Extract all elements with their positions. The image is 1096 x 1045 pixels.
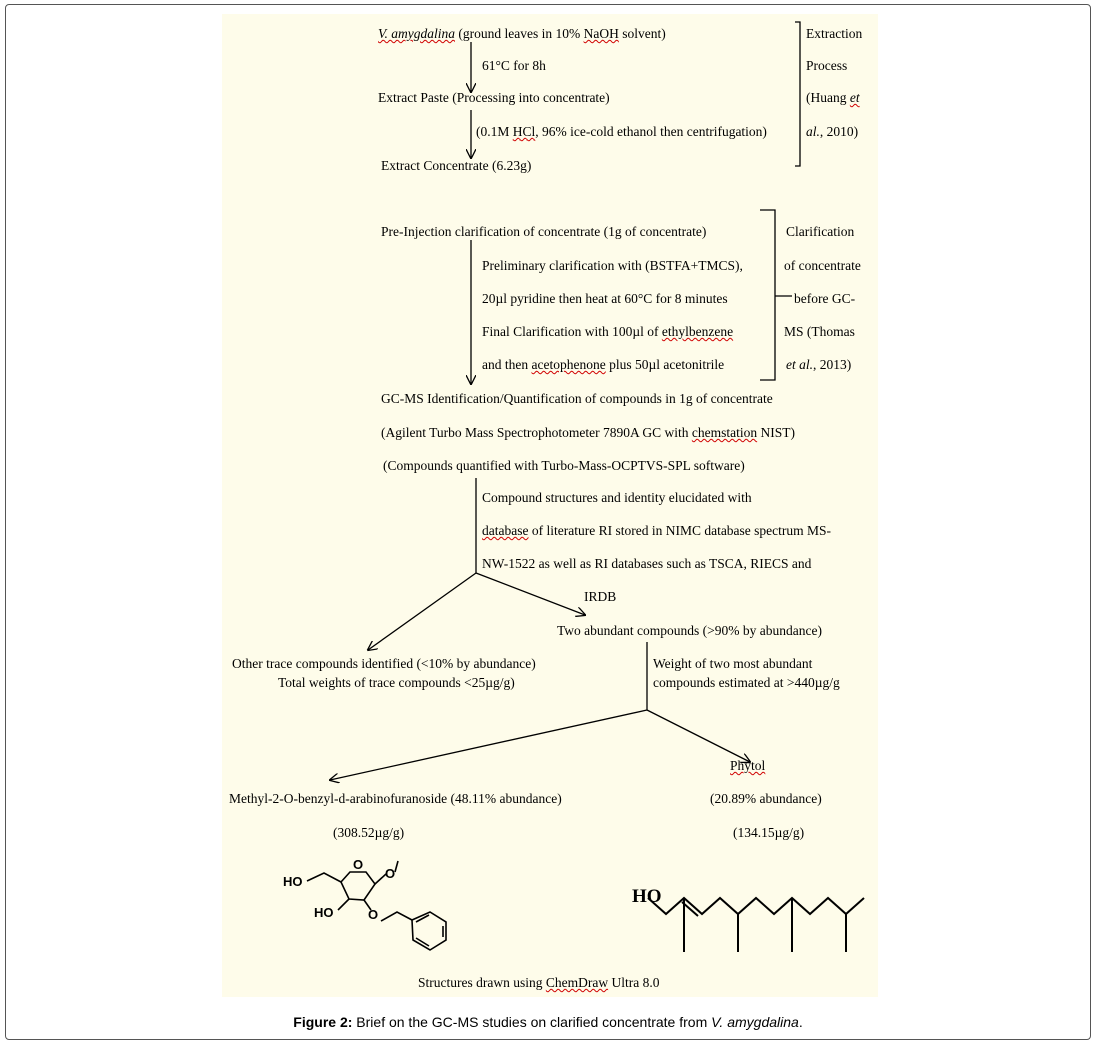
phytol-ho-label: HO bbox=[632, 886, 662, 907]
abundant-weight-2: compounds estimated at >440µg/g bbox=[653, 675, 840, 690]
trace-weight: Total weights of trace compounds <25µg/g) bbox=[278, 675, 515, 690]
clarification-side-label-3: before GC- bbox=[794, 291, 856, 306]
structures-note: Structures drawn using ChemDraw Ultra 8.0 bbox=[418, 975, 660, 990]
phytol-name: Phytol bbox=[730, 758, 766, 773]
elucidation-line-2: database of literature RI stored in NIMC database spectrum MS- bbox=[482, 523, 832, 538]
processing-reagents: (0.1M HCl, 96% ice-cold ethanol then centrifugation) bbox=[476, 124, 767, 139]
abundant-weight-1: Weight of two most abundant bbox=[653, 656, 813, 671]
phytol-abundance: (20.89% abundance) bbox=[710, 791, 822, 806]
extraction-citation-2: al., 2010) bbox=[806, 124, 859, 139]
bracket-extraction bbox=[795, 22, 800, 166]
abundant-compounds: Two abundant compounds (>90% by abundance) bbox=[557, 623, 822, 638]
clarification-side-label-1: Clarification bbox=[786, 224, 855, 239]
phytol-weight: (134.15µg/g) bbox=[733, 825, 805, 840]
figure-caption: Figure 2: Brief on the GC-MS studies on clarified concentrate from V. amygdalina. bbox=[293, 1014, 803, 1030]
clarification-heading: Pre-Injection clarification of concentrate (1g of concentrate) bbox=[381, 224, 707, 239]
gcms-heading: GC-MS Identification/Quantification of compounds in 1g of concentrate bbox=[381, 391, 773, 406]
trace-compounds: Other trace compounds identified (<10% by abundance) bbox=[232, 656, 536, 671]
clarification-side-label-4: MS (Thomas bbox=[784, 324, 855, 339]
clarification-step-2: 20µl pyridine then heat at 60°C for 8 minutes bbox=[482, 291, 728, 306]
arabinofuranoside-name: Methyl-2-O-benzyl-d-arabinofuranoside (48.11% abundance) bbox=[229, 791, 562, 806]
extract-concentrate: Extract Concentrate (6.23g) bbox=[381, 158, 532, 173]
arrow-to-abundant bbox=[476, 573, 585, 615]
clarification-step-4: and then acetophenone plus 50µl acetonitrile bbox=[482, 357, 725, 372]
extract-paste: Extract Paste (Processing into concentrate) bbox=[378, 90, 610, 105]
elucidation-line-3: NW-1522 as well as RI databases such as TSCA, RIECS and bbox=[482, 556, 812, 571]
clarification-step-1: Preliminary clarification with (BSTFA+TMCS), bbox=[482, 258, 743, 273]
clarification-citation: et al., 2013) bbox=[786, 357, 852, 372]
extraction-side-label-2: Process bbox=[806, 58, 848, 73]
gcms-instrument: (Agilent Turbo Mass Spectrophotometer 7890A GC with chemstation NIST) bbox=[381, 425, 795, 440]
clarification-side-label-2: of concentrate bbox=[784, 258, 861, 273]
gcms-software: (Compounds quantified with Turbo-Mass-OCPTVS-SPL software) bbox=[383, 458, 745, 473]
clarification-step-3: Final Clarification with 100µl of ethylbenzene bbox=[482, 324, 734, 339]
elucidation-line-1: Compound structures and identity elucidated with bbox=[482, 490, 752, 505]
extraction-condition: 61°C for 8h bbox=[482, 58, 546, 73]
methoxy-oxygen-label: O bbox=[385, 866, 396, 881]
arabinofuranoside-ho-label-2: HO bbox=[314, 905, 334, 920]
phytol-structure bbox=[648, 898, 864, 952]
arabinofuranoside-weight: (308.52µg/g) bbox=[333, 825, 405, 840]
arrow-to-arabinofuranoside bbox=[330, 710, 647, 780]
extraction-line-1: V. amygdalina (ground leaves in 10% NaOH solvent) bbox=[378, 26, 666, 41]
ring-oxygen-label: O bbox=[353, 857, 364, 872]
extraction-citation-1: (Huang et bbox=[806, 90, 860, 105]
elucidation-line-4: IRDB bbox=[584, 589, 617, 604]
arrow-to-trace bbox=[368, 573, 476, 650]
benzyloxy-oxygen-label: O bbox=[368, 907, 379, 922]
arabinofuranoside-ho-label-1: HO bbox=[283, 874, 303, 889]
extraction-side-label-1: Extraction bbox=[806, 26, 863, 41]
arrow-to-phytol bbox=[647, 710, 750, 762]
